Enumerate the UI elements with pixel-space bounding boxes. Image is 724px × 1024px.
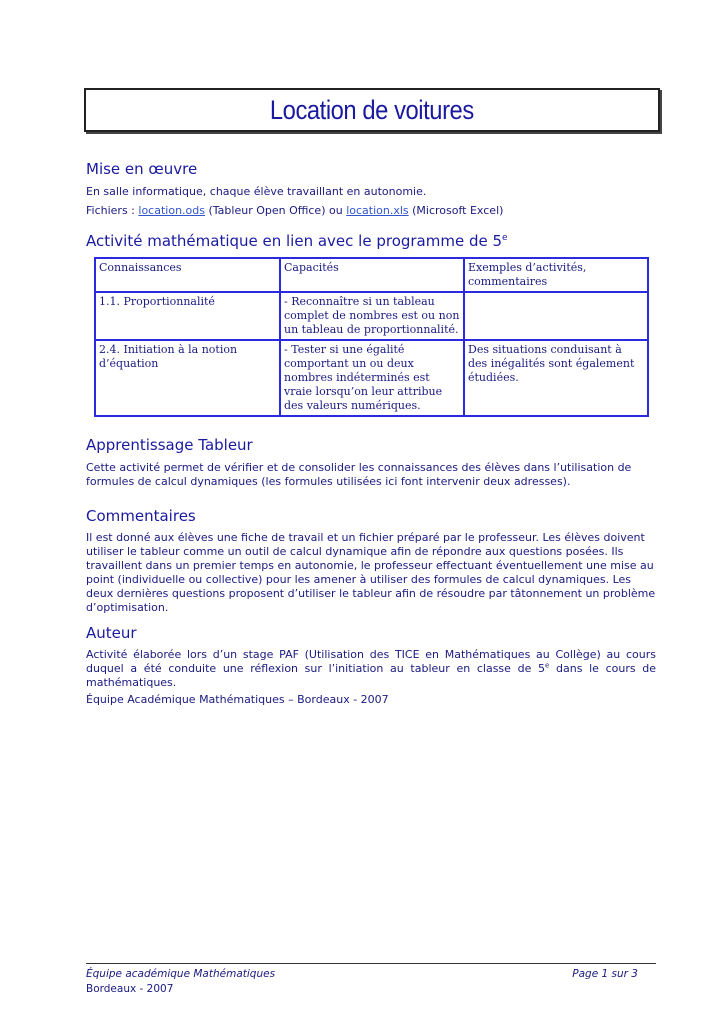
heading-mise-en-oeuvre: Mise en œuvre xyxy=(86,160,198,178)
table-cell: - Reconnaître si un tableau complet de nombres est ou non un tableau de proportionnalité. xyxy=(280,292,464,340)
page-title: Location de voitures xyxy=(270,94,474,125)
footer-place-year: Bordeaux - 2007 xyxy=(86,983,174,995)
file-link-xls[interactable]: location.xls xyxy=(346,204,409,217)
auteur-text-part2: dans le cours de mathématiques. xyxy=(86,662,656,689)
table-cell xyxy=(464,292,648,340)
table-header-cell: Capacités xyxy=(280,258,464,292)
auteur-text-part1: Activité élaborée lors d’un stage PAF (Utilisation des TICE en Mathématiques au Collège) au cours duquel a été conduite une réflexion sur l’initiation au tableur en classe de 5 xyxy=(86,648,656,675)
auteur-team: Équipe Académique Mathématiques – Bordeaux - 2007 xyxy=(86,693,389,706)
heading-activite-text: Activité mathématique en lien avec le programme de 5 xyxy=(86,232,503,250)
table-header-row xyxy=(95,258,648,292)
auteur-text xyxy=(86,648,656,690)
heading-activite-sup: e xyxy=(502,233,508,243)
files-prefix: Fichiers : xyxy=(86,204,139,217)
heading-commentaires: Commentaires xyxy=(86,507,196,525)
file-link-ods[interactable]: location.ods xyxy=(138,204,205,217)
heading-apprentissage: Apprentissage Tableur xyxy=(86,436,253,454)
apprentissage-text: Cette activité permet de vérifier et de consolider les connaissances des élèves dans l’utilisation de formules de calcul dynamiques (les formules utilisées ici font intervenir deux adresses). xyxy=(86,461,632,488)
file-xls-desc: (Microsoft Excel) xyxy=(408,204,504,217)
table-cell: 1.1. Proportionnalité xyxy=(95,292,280,340)
files-line xyxy=(86,204,656,218)
table-cell: 2.4. Initiation à la notion d’équation xyxy=(95,340,280,416)
auteur-text-sup: e xyxy=(545,661,550,670)
programme-table xyxy=(94,257,649,417)
mise-en-oeuvre-text: En salle informatique, chaque élève travaillant en autonomie. xyxy=(86,185,427,198)
footer-team: Équipe académique Mathématiques xyxy=(86,968,276,980)
file-ods-desc: (Tableur Open Office) ou xyxy=(204,204,347,217)
table-cell: - Tester si une égalité comportant un ou deux nombres indéterminés est vraie lorsqu’on leur attribue des valeurs numériques. xyxy=(280,340,464,416)
title-box xyxy=(84,88,660,132)
table-row xyxy=(95,292,648,340)
heading-activite xyxy=(86,232,508,250)
table-cell: Des situations conduisant à des inégalités sont également étudiées. xyxy=(464,340,648,416)
footer-page-number: Page 1 sur 3 xyxy=(572,968,638,980)
heading-auteur: Auteur xyxy=(86,624,137,642)
footer-divider xyxy=(86,963,656,964)
table-row xyxy=(95,340,648,416)
table-header-cell: Connaissances xyxy=(95,258,280,292)
commentaires-text: Il est donné aux élèves une fiche de travail et un fichier préparé par le professeur. Les élèves doivent utiliser le tableur comme un outil de calcul dynamique afin de répondre aux questions posées. Ils travaillent dans un premier temps en autonomie, le professeur effectuant éventuellement une mise au point (individuelle ou collective) pour les amener à utiliser des formules de calcul dynamiques. Les deux dernières questions proposent d’utiliser le tableur afin de résoudre par tâtonnement un problème d’optimisation. xyxy=(86,531,656,614)
table-header-cell: Exemples d’activités, commentaires xyxy=(464,258,648,292)
